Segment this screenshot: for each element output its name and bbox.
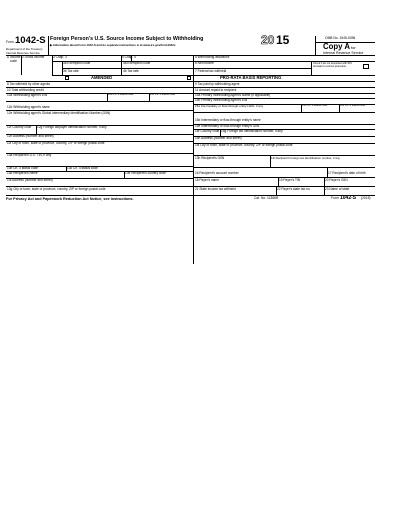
amended-checkbox[interactable] (65, 76, 69, 80)
box15a-label: 15a Intermediary or flow-through entity’s EIN, if any (195, 103, 264, 108)
copy-for: for (351, 45, 356, 50)
box13g-label: 13g City or town, state or province, country, ZIP or foreign postal code (7, 186, 106, 191)
box3-label: 3 Chap. 3 (53, 55, 67, 59)
box12g-label: 12g Foreign taxpayer identification number, if any (37, 125, 107, 129)
footer-form-number: 1042-S (340, 194, 357, 201)
box15f-label: 15f Country code (195, 129, 220, 133)
box14a-label: 14a Primary Withholding Agent’s Name (if applicable) (195, 92, 271, 97)
info-line: ▶ Information about Form 1042-S and its separate instructions is at www.irs.gov/form1042s (50, 43, 176, 47)
box1-number: 1 (7, 55, 9, 59)
form-title: Foreign Person’s U.S. Source Income Subject to Withholding (50, 36, 204, 42)
grid-line (193, 112, 375, 113)
box12e-label: 12e Withholding agent’s Global Intermediary Identification Number (GIIN) (7, 110, 111, 115)
box4a-label: 4a Exemption code (123, 61, 151, 65)
box12a-label: 12a Withholding agent’s EIN (7, 92, 48, 97)
box15e-label: 15e Intermediary or flow-through entity’s GIIN (195, 124, 260, 128)
box2-label: 2 Gross income (22, 55, 45, 59)
box13d-label: 13d Recipient’s name (7, 171, 38, 175)
box13e-label: 13e Recipient’s country code (125, 171, 166, 175)
box11-label: 11 Amount repaid to recipient (195, 87, 237, 92)
box20-label: 20 Payer’s GIIN (325, 177, 348, 182)
year-outline: 20 (261, 33, 275, 47)
box4b-label: 4b Tax rate (123, 68, 139, 73)
box13i-label: 13i Recipient’s foreign tax identification number, if any (271, 155, 340, 160)
box19-label: 19 Payer’s TIN (279, 177, 301, 182)
box12c-label: 12c Ch. 4 status code (150, 92, 176, 96)
agency-line: Internal Revenue Service (6, 50, 40, 55)
year-bold: 15 (276, 33, 290, 47)
grid-line (6, 101, 193, 102)
footer-form-label: Form (331, 195, 339, 200)
grid-line (6, 87, 375, 88)
box14b-label: 14b Primary Withholding Agent’s EIN (195, 98, 248, 102)
box9-label: 9 Tax paid by withholding agent (195, 81, 240, 86)
grid-line (193, 177, 375, 178)
box15h-label: 15h Address (number and street) (195, 135, 242, 140)
grid-line (193, 186, 375, 187)
grid-line (193, 61, 375, 62)
copy-title: Copy A (323, 42, 350, 51)
box8-label: 8 Tax withheld by other agents (7, 81, 50, 86)
prorata-label: PRO-RATA BASIS REPORTING (220, 74, 282, 80)
footer-rule (6, 195, 375, 196)
box13b-label: 13b Ch. 3 status code (7, 166, 39, 170)
grid-line (62, 61, 63, 76)
box15d-label: 15d Intermediary or flow-through entity’s name (195, 118, 261, 122)
catalog-number: Cat. No. 11386R (254, 195, 279, 200)
box22-label: 22 Payer’s state tax no. (277, 186, 311, 191)
box23-label: 23 Name of state (325, 186, 350, 191)
escrow-note-line1: Check if tax not deposited with IRS (313, 62, 352, 65)
box13a-label: 13a Recipient’s U.S. TIN, if any (7, 153, 52, 157)
box6-label: 6 Net income (195, 61, 214, 65)
escrow-checkbox[interactable] (363, 64, 369, 69)
box12i-label: 12i City or town, state or province, country, ZIP or foreign postal code (7, 140, 105, 145)
amended-label: AMENDED (91, 74, 113, 80)
box10-label: 10 Total withholding credit (7, 87, 44, 92)
box12h-label: 12h Address (number and street) (7, 133, 54, 138)
header-divider-right (315, 36, 316, 55)
box13c-label: 13c Ch. 4 status code (67, 166, 98, 170)
box13h-label: 13h Recipient’s GIIN (195, 155, 225, 160)
form-label: Form (6, 40, 14, 44)
privacy-notice: For Privacy Act and Paperwork Reduction Act Notice, see instructions. (6, 196, 134, 201)
box17-label: 17 Recipient’s date of birth (328, 171, 366, 175)
department-line: Department of the Treasury (6, 47, 43, 51)
box1-label: Income code (10, 55, 21, 63)
box3a-label: 3a Exemption code (63, 61, 91, 65)
box15c-label: 15c Ch. 4 status code (340, 103, 366, 107)
footer-form-year: (2015) (361, 195, 371, 200)
box12b-label: 12b Ch. 3 status code (108, 92, 134, 96)
box18-label: 18 Payer’s name (195, 177, 219, 182)
box16-label: 16 Recipient’s account number (195, 171, 239, 175)
box12d-label: 12d Withholding agent’s name (7, 105, 50, 109)
box13f-label: 13f Address (number and street) (7, 178, 53, 182)
grid-line (6, 93, 375, 94)
form-number: 1042-S (15, 35, 46, 46)
escrow-note-line2: pursuant to escrow procedure (313, 65, 347, 68)
box4-label: 4 Chap. 4 (122, 55, 136, 59)
prorata-checkbox[interactable] (187, 76, 191, 80)
omb-number: OMB No. 1545-0096 (325, 36, 356, 40)
box15b-label: 15b Ch. 3 status code (302, 103, 328, 107)
box7-label: 7 Federal tax withheld (195, 68, 227, 73)
grid-line (311, 61, 312, 76)
form-1042s (6, 33, 375, 235)
copy-subtitle: Internal Revenue Service (323, 51, 364, 55)
box15g-label: 15g Foreign tax identification number, if any (221, 129, 283, 133)
header-divider (48, 36, 49, 55)
box3b-label: 3b Tax rate (63, 68, 79, 73)
grid-line (6, 81, 375, 82)
box5-label: 5 Withholding allowance (195, 55, 230, 59)
box21-label: 21 State income tax withheld (195, 186, 236, 191)
box15i-label: 15i City or town, state or province, country, ZIP or foreign postal code (195, 143, 293, 147)
grid-line (193, 167, 375, 168)
box12f-label: 12f Country code (7, 125, 32, 129)
grid-line (131, 55, 132, 61)
